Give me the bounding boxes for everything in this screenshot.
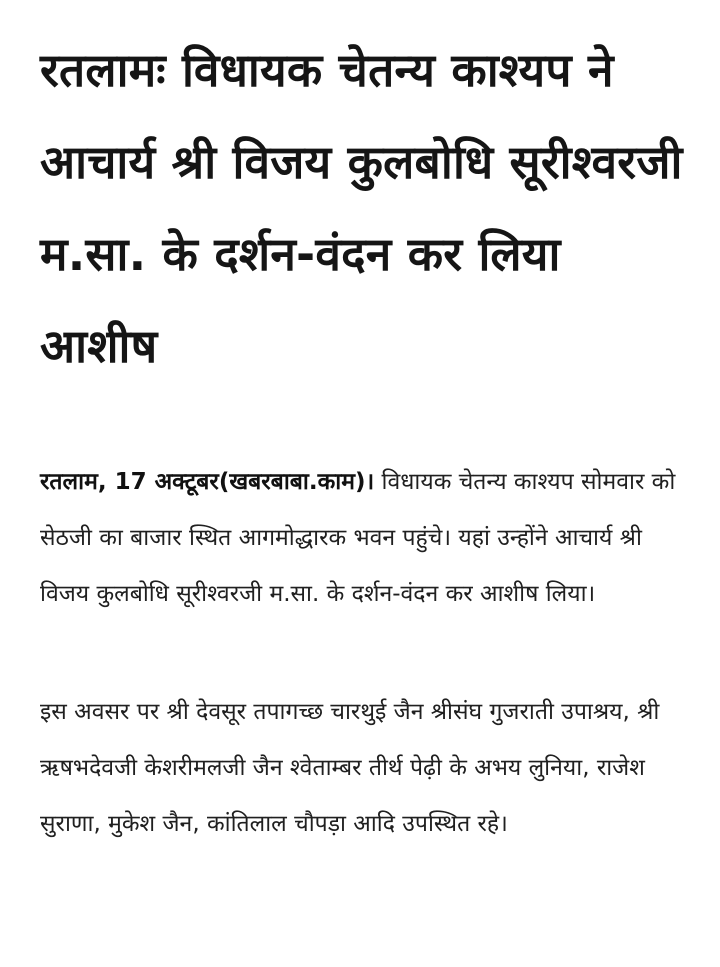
article-paragraph-2: इस अवसर पर श्री देवसूर तपागच्छ चारथुई जैन श्रीसंघ गुजराती उपाश्रय, श्री ऋषभदेवजी केशरीमलजी जैन श्वेताम्बर तीर्थ पेढ़ी के अभय लुनिया, राजेश सुराणा, मुकेश जैन, कांतिलाल चौपड़ा आदि उपस्थित रहे। (40, 699, 660, 837)
article-dateline: रतलाम, 17 अक्टूबर(खबरबाबा.काम)। (40, 469, 375, 495)
article-paragraph-1-body: विधायक चेतन्य काश्यप सोमवार को सेठजी का बाजार स्थित आगमोद्धारक भवन पहुंचे। यहां उन्होंने आचार्य श्री विजय कुलबोधि सूरीश्वरजी म.सा. के दर्शन-वंदन कर आशीष लिया। (40, 469, 676, 607)
article-paragraph-1 (40, 454, 690, 622)
article-headline: रतलामः विधायक चेतन्य काश्यप ने आचार्य श्री विजय कुलबोधि सूरीश्वरजी म.सा. के दर्शन-वंदन कर लिया आशीष (40, 43, 683, 373)
news-article (40, 24, 690, 852)
